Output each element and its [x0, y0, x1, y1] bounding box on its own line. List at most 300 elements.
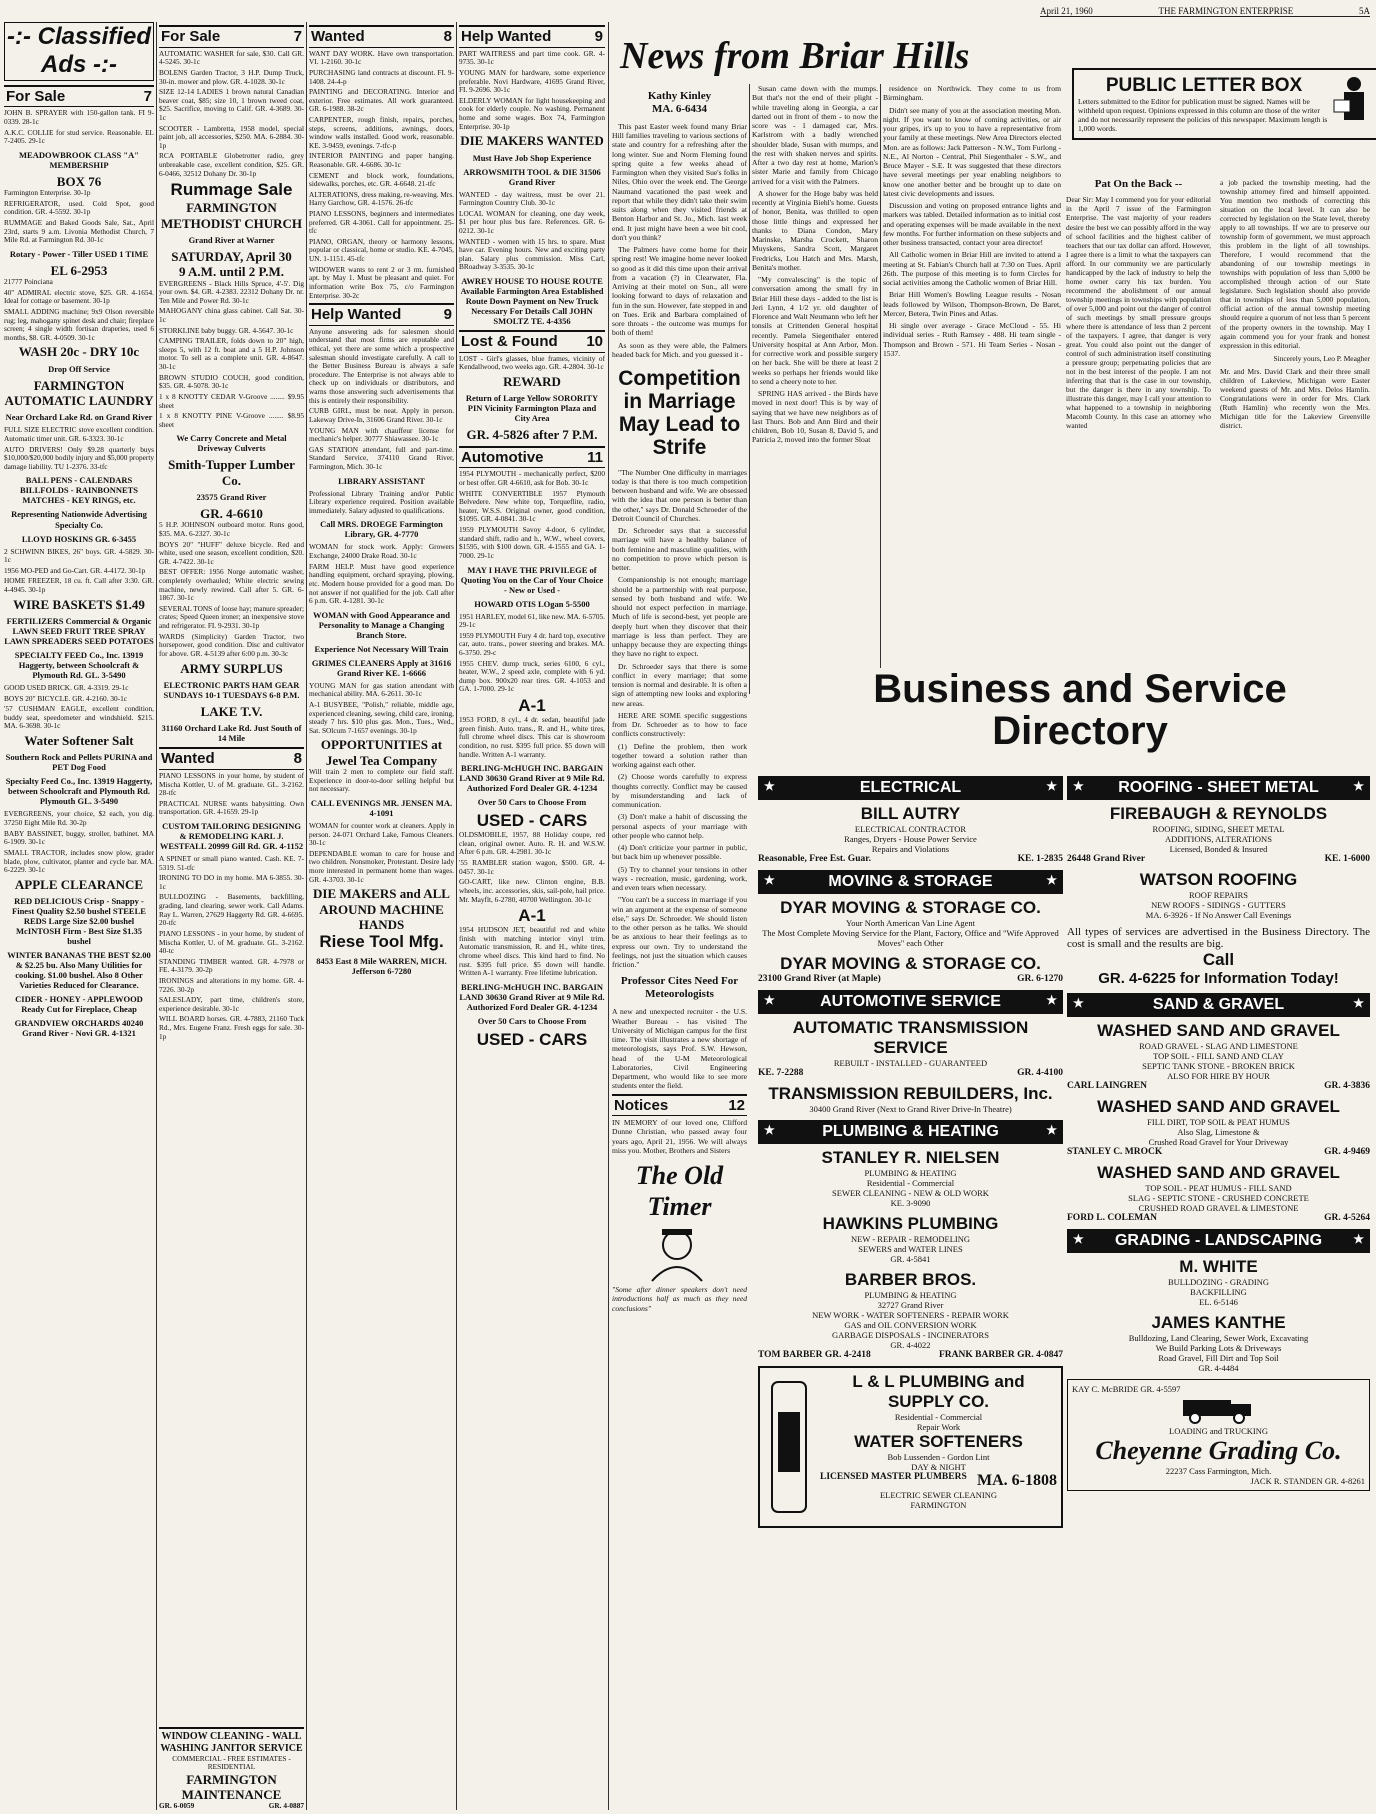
classified-ad: 1954 PLYMOUTH - mechanically perfect, $200 or best offer. GR 4-6610, ask for Bob. 30-1c — [459, 469, 605, 488]
classified-ad: FULL SIZE ELECTRIC stove excellent condition. Automatic timer unit. GR. 6-3323. 30-1c — [4, 425, 154, 443]
section-number: 8 — [293, 750, 302, 768]
display-ad-line: WOMAN with Good Appearance and Personality to Manage a Changing Branch Store. — [313, 609, 450, 640]
lnl-badge: DAY & NIGHT — [911, 1462, 966, 1472]
classified-ad: REFRIGERATOR, used. Cold Spot, good condition. GR. 4-5592. 30-1p — [4, 198, 154, 217]
display-ad-line: Over 50 Cars to Choose From — [477, 1015, 587, 1026]
classified-ad: '55 RAMBLER station wagon, $500. GR. 4-0457. 30-1c — [459, 858, 605, 876]
business-detail: BACKFILLING — [1190, 1287, 1247, 1297]
paragraph: (4) Don't criticize your partner in public, but back him up whenever possible. — [612, 843, 747, 862]
business-contact: STANLEY C. MROCK — [1067, 1147, 1163, 1157]
classified-ad: WILL BOARD horses. GR. 4-7883, 21160 Tuck Rd., Mrs. Eugene Franz. Fresh eggs for sale. 30-1p — [159, 1014, 304, 1041]
classified-ad: Farmington Enterprise. 30-1p — [4, 188, 91, 198]
promo-text: All types of services are advertised in the Business Directory. The cost is small and the results are big. — [1067, 926, 1370, 950]
letter-box-head — [1078, 74, 1374, 134]
section-label: Wanted — [161, 750, 215, 768]
classified-ad: Anyone answering ads for salesmen should understand that most firms are reputable and ethical, yet there are some which a prospective salesman should investigate carefully. A call to the Better Business Bureau is always a safe procedure. The Enterprise is not always able to check up on individuals or distributors, and warns those answering such advertisements that this is entirely their responsibility. — [309, 326, 454, 405]
paragraph: (5) Try to channel your tensions in other ways - recreation, music, gardening, work, and even tears when necessary. — [612, 864, 747, 893]
paragraph: Briar Hill Women's Bowling League results - Nosan leads followed by Wilson, Thompson-Brown, De Baret, Mercer, Betera, Twin Pines and Atlas. — [883, 290, 1061, 318]
business-name: WATSON ROOFING — [1139, 870, 1298, 889]
business-detail: GR. 4-4022 — [890, 1340, 931, 1350]
classified-ad: A SPINET or small piano wanted. Cash. KE. 7-5319. 51-tfc — [159, 854, 304, 872]
section-notices — [612, 1094, 747, 1117]
business-detail: GARBAGE DISPOSALS - INCINERATORS — [832, 1330, 989, 1340]
business-contact-row — [1067, 1081, 1370, 1091]
classified-ad: 1 x 8 KNOTTY PINE V-Groove ........ $8.95 sheet — [159, 411, 304, 429]
lnl-line-1: Residential - Commercial — [894, 1412, 983, 1422]
directory-title-line-2: Directory — [992, 709, 1168, 753]
classified-ad: INTERIOR PAINTING and paper hanging. Reasonable. GR. 4-6686. 30-1c — [309, 151, 454, 169]
display-ad-line: ARROWSMITH TOOL & DIE 31506 Grand River — [463, 166, 601, 187]
classified-ad: 1953 FORD, 8 cyl., 4 dr. sedan, beautiful jade green finish. Auto. trans., R. and H., white tires, full chrome wheel discs. This car is showroom condition, no rust. $395 full price. $5 down will handle. Written A-1 warranty. — [459, 715, 605, 759]
business-name: M. WHITE — [1179, 1257, 1258, 1276]
directory-category — [758, 870, 1063, 894]
star-icon: ★ — [764, 873, 775, 887]
section-header — [159, 747, 304, 770]
page-number: 5A — [1358, 6, 1370, 16]
business-detail: KE. 3-9090 — [890, 1198, 931, 1208]
classified-ad: YOUNG MAN for hardware, some experience preferable. Novi Hardware, 41695 Grand River, FI. 9-2696. 30-1c — [459, 67, 605, 95]
business-listing — [758, 898, 1063, 948]
display-ad-line: BALL PENS - CALENDARS BILLFOLDS - RAINBONNETS MATCHES - KEY RINGS, etc. — [19, 475, 139, 506]
column-rule — [306, 22, 307, 1810]
directory-right-sections-2 — [1067, 993, 1370, 1373]
display-ad-line: Drop Off Service — [48, 363, 110, 374]
directory-left — [758, 772, 1063, 1808]
section-header — [309, 303, 454, 326]
business-listing — [758, 1270, 1063, 1360]
paper-name: THE FARMINGTON ENTERPRISE — [1158, 6, 1294, 16]
business-contact-row — [1067, 1147, 1370, 1157]
classified-ad: 1959 PLYMOUTH Fury 4 dr. hard top, executive car, auto. trans., power steering and brakes. MA. 6-3750. 29-c — [459, 630, 605, 657]
business-detail: Repairs and Violations — [871, 844, 950, 854]
classified-ad: WHITE CONVERTIBLE 1957 Plymouth Belvedere. New white top, Torqueflite, radio, heater, W.S.S. Original owner, good condition, $1095. GR. 4-0841. 30-1c — [459, 488, 605, 524]
business-detail: Also Slag, Limestone & — [1177, 1127, 1260, 1137]
directory-category — [758, 1120, 1063, 1144]
lnl-plumbing-ad — [758, 1366, 1063, 1528]
classified-ad: YOUNG MAN for gas station attendant with mechanical ability. MA. 6-2611. 30-1c — [309, 680, 454, 699]
classified-col-2-items — [159, 22, 304, 1727]
classified-ad: LOST - Girl's glasses, blue frames, vicinity of Kendallwood, two weeks ago. GR. 4-2804. 30-1c — [459, 353, 605, 372]
classified-ad: GAS STATION attendant, full and part-time. Standard Service, 374110 Grand River, Farmington, Mich. 30-1c — [309, 444, 454, 471]
business-detail: ELECTRICAL CONTRACTOR — [854, 824, 967, 834]
classified-ad: IRONINGS and alterations in my home. GR. 4-7226. 30-2p — [159, 975, 304, 994]
section-label: Help Wanted — [461, 28, 552, 45]
paragraph: "You can't be a success in marriage if you win an argument at the expense of someone else," says Dr. Schroeder. We should listen to the other person as he talks. We should be as anxious to hear their feelings as to express our own. Try to understand the feelings, not just the situation which causes friction." — [612, 895, 747, 970]
star-icon: ★ — [1046, 779, 1057, 793]
business-detail: We Build Parking Lots & Driveways — [1155, 1343, 1282, 1353]
business-detail: CRUSHED ROAD GRAVEL & LIMESTONE — [1138, 1203, 1299, 1213]
display-ad-line: ELECTRONIC PARTS HAM GEAR SUNDAYS 10-1 TUESDAYS 6-8 P.M. — [163, 679, 300, 700]
classified-ad: 1951 HARLEY, model 61, like new. MA. 6-5705. 29-1c — [459, 611, 605, 630]
business-contact-row — [758, 1068, 1063, 1078]
classified-ad: PIANO, ORGAN, theory or harmony lessons, popular or classical, home or studio. KE. 4-7045, UN. 1-1151. 45-tfc — [309, 236, 454, 264]
classified-ad: WANTED - women with 15 hrs. to spare. Must have car. Evening hours. New and exciting party plan. Salary plus commission. Miss Carl, BRoadway 3-3535. 30-1c — [459, 236, 605, 272]
letter-body-1: Dear Sir: May I commend you for your editorial in the April 7 issue of the Farmington Enterprise. The vast majority of your readers desire the best we can possibly afford in the way of school facilities and the highest caliber of teachers that our tax dollar can afford. However, I agree there is a limit to what the taxpayers can afford. In our community we are particularly handicapped by the lack of industry to help the home owner carry his tax burden. You recommend the abolishment of our annual township meetings in townships with population of over 5,000 and point out the danger of control of such meetings by small pressure groups where there is attendance of less than 2 percent of the taxpayers. I agree, that danger is very great. You could also point out the danger of control of such administration itself constituting a pressure group; perpetuating policies that are not in the best interest of the people. I am not inferring that that is the case in our township, but the danger is there in any township. To illustrate this danger, may I call your attention to what happened to a township in neighboring Macomb County. In this case an attorney who wanted — [1066, 195, 1211, 431]
display-ad-line: Must Have Job Shop Experience — [472, 152, 592, 163]
meteorologists-article: A new and unexpected recruiter - the U.S. Weather Bureau - has visited The University of Michigan campus for the first time. The visit illustrates a new shortage of meteorologists, says Prof. S.W. Hewson, head of the U-M Meteorological Laboratories, Civil Engineering Department, who would like to see more students enter the field. — [612, 1007, 747, 1091]
business-contact-row — [758, 1350, 1063, 1360]
display-ad-line: ARMY SURPLUS — [180, 660, 283, 676]
business-listing — [758, 1148, 1063, 1208]
notice-memoriam: IN MEMORY of our loved one, Clifford Dunne Christian, who passed away four years ago, April 21, 1956. We will always miss you. Mother, Brothers and Sisters — [612, 1118, 747, 1155]
business-detail: 30400 Grand River (Next to Grand River Drive-In Theatre) — [809, 1104, 1012, 1114]
cheyenne-sub: LOADING and TRUCKING — [1169, 1426, 1268, 1436]
notices-label: Notices — [614, 1096, 669, 1114]
display-ad-line: Riese Tool Mfg. — [319, 932, 444, 952]
paragraph: (1) Define the problem, then work together toward a solution rather than working against each other. — [612, 741, 747, 770]
letter-signoff: Sincerely yours, Leo P. Meagher — [1273, 353, 1370, 363]
window-cleaning-ad — [159, 1727, 304, 1811]
page-header — [1040, 6, 1370, 17]
star-icon: ★ — [1046, 993, 1057, 1007]
display-ad-line: DIE MAKERS WANTED — [460, 133, 604, 149]
paragraph: "My convalescing" is the topic of conversation among the small fry in Briar Hill these days - added to the list is Jeri Lynn, 4 1/2 yr. old daughter of Florence and Walt Neumann who left her tonsils at Crittenden General hospital recently. Pamela Siegenthaler entered University hospital at Ann Arbor, Mon. for corrective work and possible surgery on her back. She will be there at least 2 weeks so perhaps her friends would like to send a cheery note to her. — [752, 275, 878, 386]
classified-ad: A-1 BUSYBEE, "Polish," reliable, middle age, experienced cleaning, sewing, child care, ironing, steady 7 hrs. $10 plus gas. Mon., Tues., Wed., Sat. SOlcum 7-1657 evenings. 30-1p — [309, 700, 454, 735]
paragraph: SPRING HAS arrived - the Birds have moved in next door! This is by way of saying that we have new neighbors as of last Thurs. Bob and Ann Bird and their children, Bob 10, Susan 8, David 5, and Patricia 2, moved into the former Sloat — [752, 389, 878, 445]
section-label: For Sale — [161, 28, 221, 45]
star-icon: ★ — [764, 993, 775, 1007]
classified-ad: PIANO LESSONS in your home, by student of Mischa Kottler, U. of M. graduate. GL. 3-2162. 28-tfc — [159, 770, 304, 798]
classified-ad: DEPENDABLE woman to care for house and two children. Nonsmoker, Protestant. Desire lady more interested in permanent home than wages. GR. 4-3703. 30-1c — [309, 848, 454, 884]
classified-ad: GOOD USED BRICK. GR. 4-3319. 29-1c — [4, 683, 129, 692]
letter-box-header-text — [1078, 75, 1330, 133]
business-detail: TOP SOIL - FILL SAND AND CLAY — [1153, 1051, 1284, 1061]
classified-ad: BROWN STUDIO COUCH, good condition, $35. GR. 4-5078. 30-1c — [159, 372, 304, 391]
cheyenne-name: Cheyenne Grading Co. — [1095, 1436, 1342, 1465]
marriage-article — [612, 468, 747, 970]
directory-left-sections — [758, 776, 1063, 1360]
business-contact: GR. 4-3836 — [1324, 1081, 1370, 1091]
business-name: TRANSMISSION REBUILDERS, Inc. — [768, 1084, 1053, 1103]
business-contact: GR. 4-5264 — [1324, 1213, 1370, 1223]
business-detail: SEPTIC TANK STONE - BROKEN BRICK — [1142, 1061, 1295, 1071]
news-title: News from Briar Hills — [620, 35, 970, 77]
section-label: For Sale — [6, 87, 66, 105]
business-detail: NEW WORK - WATER SOFTENERS - REPAIR WORK — [812, 1310, 1009, 1320]
classified-ad: PURCHASING land contracts at discount. FI. 9-1408. 24-4-p — [309, 67, 454, 86]
business-contact-row — [758, 974, 1063, 984]
classified-col-2 — [159, 22, 304, 1812]
classified-ad: A.K.C. COLLIE for stud service. Reasonable. EL 7-2405. 29-1c — [4, 127, 154, 146]
business-detail: SEWER CLEANING - NEW & OLD WORK — [832, 1188, 989, 1198]
classified-ad: SMALL ADDING machine; 9x9 Olson reversible rug; leg, mahogany spinet desk and chair; fireplace screen; 4 single width fortisan draperies, used 6 months, $8. GR. 4-0509. 30-1c — [4, 306, 154, 342]
classified-ad: PRACTICAL NURSE wants babysitting. Own transportation. GR. 4-1659. 29-1p — [159, 798, 304, 817]
classified-ad: EVERGREENS - Black Hills Spruce, 4'-5'. Dig your own. $4. GR. 4-2383. 22312 Dohany Dr. nr. Ten Mile and Power Rd. 30-1c — [159, 278, 304, 305]
classified-ad: WOMAN for stock work. Apply: Growers Exchange, 24000 Drake Road. 30-1c — [309, 542, 454, 561]
classified-ad: ALTERATIONS, dress making, re-weaving. Mrs. Harry Garchow, GR. 4-1576. 26-tfc — [309, 189, 454, 208]
lnl-name: L & L PLUMBING and SUPPLY CO. — [852, 1372, 1025, 1411]
display-ad-line: Near Orchard Lake Rd. on Grand River — [5, 412, 153, 423]
paragraph: Discussion and voting on proposed entrance lights and markers was tabled. Detailed information as to initial cost and operating expenses will be made available in the next few months. For further information on these subjects and other business transacted, contact your area director! — [883, 201, 1061, 247]
section-header — [309, 25, 454, 48]
classified-ad: CEMENT and block work, foundations, sidewalks, porches, etc. GR. 4-6648. 21-tfc — [309, 170, 454, 189]
star-icon: ★ — [1353, 779, 1364, 793]
business-detail: Crushed Road Gravel for Your Driveway — [1148, 1137, 1289, 1147]
display-ad-line: WASH 20c - DRY 10c — [18, 344, 140, 360]
business-listing — [1067, 1163, 1370, 1223]
section-number: 7 — [143, 87, 152, 105]
display-ad-line: APPLE CLEARANCE — [14, 876, 144, 892]
business-name: WASHED SAND AND GRAVEL — [1097, 1097, 1340, 1116]
display-ad-line: AWREY HOUSE TO HOUSE ROUTE Available Farmington Area Established Route Down Payment on New Truck Necessary For Details Call JOHN SMOLTZ TE. 4-4356 — [460, 276, 604, 327]
display-ad-line: MAY I HAVE THE PRIVILEGE of Quoting You on the Car of Your Choice - New or Used - — [460, 564, 604, 595]
section-header — [459, 330, 605, 353]
window-ad-phone-1: GR. 6-0059 — [159, 1801, 195, 1811]
display-ad-line: A-1 — [518, 696, 546, 716]
classified-masthead: -:- Classified Ads -:- — [4, 22, 154, 81]
classified-ad: MAHOGANY china glass cabinet. Call Sat. 30-1c — [159, 306, 304, 325]
classified-col-3-items — [309, 25, 454, 976]
marriage-headline: Competition in Marriage May Lead to Strife — [618, 367, 741, 460]
business-detail: PLUMBING & HEATING — [864, 1168, 957, 1178]
display-ad-line: BERLING-McHUGH INC. BARGAIN LAND 30630 Grand River at 9 Mile Rd. Authorized Ford Dealer GR. 4-1234 — [459, 763, 605, 794]
business-detail: GR. 4-5841 — [890, 1254, 931, 1264]
classified-ad: 40" ADMIRAL electric stove, $25. GR. 4-1654. Ideal for cottage or basement. 30-1p — [4, 287, 154, 306]
business-detail: ROOFING, SIDING, SHEET METAL — [1152, 824, 1285, 834]
news-col-1 — [612, 84, 747, 1794]
classified-col-1 — [4, 22, 154, 1812]
category-label: ELECTRICAL — [859, 779, 962, 796]
star-icon: ★ — [1046, 873, 1057, 887]
business-contact: KE. 1-6000 — [1324, 854, 1370, 864]
star-icon: ★ — [1046, 1123, 1057, 1137]
classified-ad: STANDING TIMBER wanted. GR. 4-7978 or FE. 4-3179. 30-2p — [159, 956, 304, 975]
directory-promo — [1067, 926, 1370, 987]
classified-ad: IRONING TO DO in my home. MA 6-3855. 30-1c — [159, 873, 304, 891]
business-listing — [1067, 1313, 1370, 1373]
byline-phone: MA. 6-6434 — [652, 102, 707, 115]
paragraph: Dr. Schroeder says that there is some conflict in every marriage; that some tension is normal and desirable. It is often a sign of attempting new looks and exploring new areas. — [612, 661, 747, 708]
business-detail: REBUILT - INSTALLED - GUARANTEED — [833, 1058, 988, 1068]
lnl-extra: ELECTRIC SEWER CLEANING — [879, 1490, 998, 1500]
business-detail: BULLDOZING - GRADING — [1167, 1277, 1270, 1287]
display-ad-line: 31160 Orchard Lake Rd. Just South of 14 Mile — [161, 723, 302, 744]
issue-date: April 21, 1960 — [1040, 6, 1093, 16]
business-name: STANLEY R. NIELSEN — [821, 1148, 1000, 1167]
column-rule — [156, 22, 157, 1810]
business-name: WASHED SAND AND GRAVEL — [1097, 1021, 1340, 1040]
classified-ad: BOLENS Garden Tractor, 3 H.P. Dump Truck, 30-in. mower and plow. GR. 4-1028. 30-1c — [159, 67, 304, 86]
directory-category — [758, 990, 1063, 1014]
paragraph: As soon as they were able, the Palmers headed back for Mich. and you guessed it - — [612, 340, 747, 359]
display-ad-line: GRIMES CLEANERS Apply at 31616 Grand River KE. 1-6666 — [311, 657, 452, 678]
category-label: SAND & GRAVEL — [1152, 996, 1285, 1013]
business-detail: ALSO FOR HIRE BY HOUR — [1167, 1071, 1270, 1081]
business-detail: MA. 6-3926 - If No Answer Call Evenings — [1145, 910, 1292, 920]
section-header — [459, 446, 605, 469]
business-listing — [1067, 870, 1370, 920]
display-ad-line: Southern Rock and Pellets PURINA and PET Dog Food — [5, 752, 153, 773]
display-ad-line: CIDER - HONEY - APPLEWOOD Ready Cut for Fireplace, Cheap — [15, 994, 143, 1015]
lnl-phone: MA. 6-1808 — [977, 1472, 1057, 1489]
section-label: Automotive — [461, 448, 544, 466]
business-contact: GR. 4-9469 — [1324, 1147, 1370, 1157]
classified-ad: SMALL TRACTOR, includes snow plow, grader blade, plow, cultivator, planter and cycle bar. MA. 6-2229. 30-1c — [4, 847, 154, 875]
business-contact: Reasonable, Free Est. Guar. — [758, 854, 871, 864]
classified-ad: 1 x 8 KNOTTY CEDAR V-Groove ........ $9.95 sheet — [159, 391, 304, 410]
news-col-3 — [883, 84, 1061, 668]
water-heater-illustration — [764, 1372, 814, 1522]
business-contact-row — [1067, 1213, 1370, 1223]
classified-ad: LOCAL WOMAN for cleaning, one day week, $1 per hour plus bus fare. References. GR. 6-0212. 30-1c — [459, 208, 605, 235]
classified-ad: 1956 MO-PED and Go-Cart. GR. 4-4172. 30-1p — [4, 565, 146, 575]
lnl-softeners: WATER SOFTENERS — [854, 1432, 1023, 1451]
classified-ad: BOYS 20" "HUFF" deluxe bicycle. Red and white, used one season, excellent condition, $20. GR. 4-7422. 30-1c — [159, 539, 304, 566]
social-note: Mr. and Mrs. David Clark and their three small children of Lakeview, Michigan were Easter weekend guests of Mr. and Mrs. Delos Hamlin. Congratulations were in order for Mrs. Clark (Ruth Hamlin) who recently won the Mrs. Michigan title for the Lakeview Greenville district. — [1220, 366, 1370, 430]
section-header — [4, 85, 154, 108]
lnl-phone-row — [820, 1472, 1057, 1490]
display-ad-line: LLOYD HOSKINS GR. 6-3455 — [21, 533, 137, 544]
business-detail: NEW ROOFS - SIDINGS - GUTTERS — [1151, 900, 1286, 910]
business-detail: Ranges, Dryers - House Power Service — [844, 834, 977, 844]
directory-category — [1067, 993, 1370, 1017]
lnl-license: LICENSED MASTER PLUMBERS — [820, 1472, 967, 1482]
meteorologists-headline: Professor Cites Need For Meteorologists — [620, 975, 739, 1001]
classified-ad: 5 H.P. JOHNSON outboard motor. Runs good, $35. MA. 6-2327. 30-1c — [159, 520, 304, 538]
display-ad-line: USED - CARS — [476, 811, 588, 831]
star-icon: ★ — [1353, 996, 1364, 1010]
paragraph: residence on Northwick. They come to us from Birmingham. — [883, 84, 1061, 103]
paragraph: Didn't see many of you at the association meeting Mon. night. If you want to know of coming activities, or air your gripes, it's up to you to have a representative from your family at these meetings. New Area Directors elected Mon. are as follows: Jack Patterson - N.W., Tom Furlong - N.E., Al Norton - Central, Phil Siegenthaler - S.W., and Bruce Mayer - S.E. It was suggested that these directors have several meetings per year enabling neighbors to know one another better and be brought up to date on latest civic developments and issues. — [883, 105, 1061, 198]
cheyenne-contact: JACK R. STANDEN GR. 4-8261 — [1250, 1476, 1365, 1486]
display-ad-line: FARMINGTON AUTOMATIC LAUNDRY — [4, 377, 154, 409]
display-ad-line: GR. 4-6610 — [200, 506, 263, 522]
display-ad-line: BERLING-McHUGH INC. BARGAIN LAND 30630 Grand River at 9 Mile Rd. Authorized Ford Dealer GR. 4-1234 — [459, 981, 605, 1012]
window-ad-sub: COMMERCIAL - FREE ESTIMATES - RESIDENTIAL — [172, 1753, 291, 1772]
display-ad-line: 8453 East 8 Mile WARREN, MICH. Jefferson 6-7280 — [316, 956, 447, 977]
classified-ad: YOUNG MAN with chauffeur license for mechanic's helper. 30777 Shiawassee. 30-1c — [309, 425, 454, 444]
promo-phone: GR. 4-6225 for Information Today! — [1098, 970, 1339, 987]
display-ad-line: WIRE BASKETS $1.49 — [13, 596, 145, 612]
business-detail: Your North American Van Line Agent — [845, 918, 976, 928]
business-detail: NEW - REPAIR - REMODELING — [851, 1234, 970, 1244]
classified-ad: CARPENTER, rough finish, repairs, porches, steps, screens, additions, awnings, doors, window walls installed. Good work, reasonable. KE. 3-9459, evenings. 7-tfc-p — [309, 114, 454, 150]
window-ad-name: FARMINGTON MAINTENANCE — [181, 1771, 282, 1803]
window-ad-phones — [159, 1802, 304, 1811]
classified-ad: 2 SCHWINN BIKES, 26" boys. GR. 4-5829. 30-1c — [4, 546, 154, 565]
business-detail: TOP SOIL - PEAT HUMUS - FILL SAND — [1145, 1183, 1292, 1193]
star-icon: ★ — [1073, 779, 1084, 793]
letter-body-2: a job packed the township meeting, had the township attorney fired and himself appointed. You mention two methods of correcting this situation on the local level. It can also be corrected by legislation on the State level, thereby apply to all townships. If we are to preserve our township form of government, we must approach this problem in the light of all townships. Therefore, I would recommend that the abandoning of our township meetings in townships with population of less than 5,000 be accomplished through action of our State legislature. Such legislation should also provide that in townships of less than 5,000 population, official action of the annual township meeting should require a quorum of not less than 5 percent of the property owners in the township. May I again commend you for your frank and honest expression in this editorial. — [1220, 178, 1370, 350]
paragraph: The Palmers have come home for their spring rest! We imagine home never looked so good as it did this time upon their arrival from a vacation (?) in Clearwater, Fla. Arriving at their motel on Sun., all were looking forward to days of relaxation and fun in the sun. However, fate stepped in and on Tues. Erik and Barbara complained of sore throats - the outcome was mumps for both of them! — [612, 245, 747, 338]
classified-ad: WIDOWER wants to rent 2 or 3 rm. furnished apt. by May 1. Must be pleasant and quiet. For information write Box 75, c/o Farmington Enterprise. 30-2c — [309, 264, 454, 300]
display-ad-line: SATURDAY, April 30 — [171, 248, 292, 264]
star-icon: ★ — [1353, 1232, 1364, 1246]
classified-ad: CURB GIRL, must be neat. Apply in person. Lakeway Drive-In, 31606 Grand River. 30-1c — [309, 406, 454, 424]
business-listing — [1067, 1257, 1370, 1307]
paragraph: HERE ARE SOME specific suggestions from Dr. Schroeder as to how to face conflicts constructively: — [612, 710, 747, 739]
business-detail: Bulldozing, Land Clearing, Sewer Work, Excavating — [1128, 1333, 1309, 1343]
business-detail: Residential - Commercial — [866, 1178, 955, 1188]
business-contact-row — [758, 854, 1063, 864]
section-label: Help Wanted — [311, 306, 402, 324]
classified-col-4-items — [459, 25, 605, 1050]
classified-col-3 — [309, 22, 454, 1812]
lnl-ad-text — [820, 1372, 1057, 1522]
business-listing — [758, 1214, 1063, 1264]
classified-ad: SCOOTER - Lambretta, 1958 model, special paint job, all accessories, $250. MA. 6-2884. 30-1p — [159, 123, 304, 150]
display-ad-line: GRANDVIEW ORCHARDS 40240 Grand River - Novi GR. 4-1321 — [14, 1018, 144, 1039]
section-number: 9 — [443, 306, 452, 324]
display-ad-line: FARMINGTON METHODIST CHURCH — [161, 200, 302, 231]
directory-right-sections — [1067, 776, 1370, 920]
classified-ad: Professional Library Training and/or Public Library experience required. Position available immediately. Salary adjusted to qualifications. — [309, 488, 454, 515]
lnl-owners: Bob Lussenden - Gordon Lint — [887, 1452, 990, 1462]
classified-ad: FARM HELP. Must have good experience handling equipment, orchard spraying, plowing, etc. Modern house provided for a good man. Do not answer if not qualified for the job. Call after 6 p.m. GR. 4-1281. 30-1c — [309, 561, 454, 606]
letter-box-intro: Letters submitted to the Editor for publication must be signed. Names will be withheld upon request. Opinions expressed in this column are those of the writer and do not necessarily represent the policies of this newspaper. Maximum length is 1,000 words. — [1078, 97, 1328, 133]
directory-right — [1067, 772, 1370, 1808]
truck-illustration — [1179, 1394, 1259, 1424]
classified-ad: WANTED - day waitress, must be over 21. Farmington Country Club. 30-1c — [459, 189, 605, 208]
classified-ad: 1954 HUDSON JET, beautiful red and white finish with matching interior vinyl trim. Automatic transmission, R. and H., white tires, chrome wheel discs. This kind hard to find. No rust. $395 full price. $5 down will handle. Written A-1 warranty. Free lifetime lubrication. — [459, 925, 605, 978]
display-ad-line: EL 6-2953 — [50, 262, 108, 278]
news-story-1 — [612, 122, 747, 359]
business-detail: ROAD GRAVEL - SLAG AND LIMESTONE — [1139, 1041, 1298, 1051]
display-ad-line: Grand River at Warner — [188, 234, 275, 245]
category-label: ROOFING - SHEET METAL — [1118, 779, 1319, 796]
directory-title — [790, 668, 1370, 752]
display-ad-line: Rummage Sale — [170, 180, 293, 200]
business-detail: Road Gravel, Fill Dirt and Top Soil — [1158, 1353, 1279, 1363]
classified-ad: WANT DAY WORK. Have own transportation. VI. 1-2160. 30-1c — [309, 48, 454, 67]
star-icon: ★ — [764, 1123, 775, 1137]
classified-col-4 — [459, 22, 605, 1812]
business-name: WASHED SAND AND GRAVEL — [1097, 1163, 1340, 1182]
classified-ad: BABY BASSINET, buggy, stroller, bathinet. MA 6-1909. 30-1c — [4, 828, 154, 847]
business-contact: TOM BARBER GR. 4-2418 — [758, 1350, 871, 1360]
column-rule — [749, 84, 750, 694]
classified-ad: WARDS (Simplicity) Garden Tractor, two horsepower, good condition. Disc and cultivator for above. GR. 4-5139 after 6:00 p.m. 30-3c — [159, 631, 304, 658]
paragraph: (3) Don't make a habit of discussing the personal aspects of your marriage with other people who cannot help. — [612, 812, 747, 840]
section-header — [159, 25, 304, 48]
public-letter-box — [1072, 68, 1376, 140]
business-listing — [1067, 1097, 1370, 1157]
paragraph: Companionship is not enough; marriage should be a partnership with real purpose, sensed by both husband and wife. We should not expect perfection in marriage. Much of life is second-best, yet people are deeply hurt when they discover that their marriage is less than perfect. They are unhappy because they are expecting things they have no right to expect. — [612, 575, 747, 659]
column-rule — [456, 22, 457, 1810]
cheyenne-owner: KAY C. McBRIDE GR. 4-5597 — [1072, 1384, 1181, 1394]
paragraph: Susan came down with the mumps. But that's not the end of their plight - while traveling along in Georgia, a car darted out in front of them - to now the score was - 1 damaged car, Mrs. Karlstrom with a badly wrenched shoulder blade, Susan with mumps, and the rest with shaken nerves and spirits. After a two day rest at home, Marion's sister Marie and family from Chicago arrived for a visit with the Palmers. — [752, 84, 878, 186]
business-detail: 32727 Grand River — [877, 1300, 944, 1310]
business-name: HAWKINS PLUMBING — [822, 1214, 999, 1233]
business-listing — [758, 1084, 1063, 1114]
business-name: BARBER BROS. — [844, 1270, 977, 1289]
classified-ad: EVERGREENS, your choice, $2 each, you dig. 37250 Eight Mile Rd. 30-2p — [4, 809, 154, 828]
directory-category — [758, 776, 1063, 800]
column-rule — [880, 84, 881, 668]
lnl-city: FARMINGTON — [910, 1500, 967, 1510]
business-contact: FRANK BARBER GR. 4-0847 — [938, 1350, 1063, 1360]
display-ad-line: Representing Nationwide Advertising Specialty Co. — [11, 509, 147, 530]
section-number: 9 — [594, 28, 603, 45]
classified-ad: PIANO LESSONS - in your home, by student of Mischa Kottler, U. of M. graduate. GL. 3-2162. 40-tc — [159, 928, 304, 956]
paragraph: All Catholic women in Briar Hill are invited to attend a meeting at St. Fabian's Church hall at 7:30 on Tues. April 26th. The purpose of this meeting is to form Circles for social activities among the Catholic women of Briar Hill. — [883, 250, 1061, 287]
business-detail: ADDITIONS, ALTERATIONS — [1165, 834, 1272, 844]
star-icon: ★ — [1073, 996, 1084, 1010]
classified-ad: RUMMAGE and Baked Goods Sale, Sat., April 23rd, starts 9 a.m. Livonia Methodist Church, 7 Mile Rd. at Farmington Rd. 30-1c — [4, 217, 154, 245]
classified-ad: AUTOMATIC WASHER for sale, $30. Call GR. 4-5245. 30-1c — [159, 48, 304, 67]
display-ad-line: MEADOWBROOK CLASS "A" MEMBERSHIP — [19, 149, 139, 170]
letter-col-2 — [1220, 178, 1370, 668]
classified-ad: HOME FREEZER, 18 cu. ft. Call after 3:30. GR. 4-4945. 30-1p — [4, 576, 154, 594]
display-ad-line: OPPORTUNITIES at Jewel Tea Company — [320, 737, 443, 768]
news-story-3 — [883, 84, 1061, 358]
classified-ad: ELDERLY WOMAN for light housekeeping and cook for elderly couple. No washing. Permanent home and some wages. Box 74, Farmington Enterprise. 30-1p — [459, 95, 605, 131]
display-ad-line: Water Softener Salt — [24, 733, 134, 749]
business-contact-row — [1067, 854, 1370, 864]
business-contact: KE. 1-2835 — [1017, 854, 1063, 864]
business-detail: FILL DIRT, TOP SOIL & PEAT HUMUS — [1147, 1117, 1290, 1127]
business-detail: ROOF REPAIRS — [1189, 890, 1248, 900]
